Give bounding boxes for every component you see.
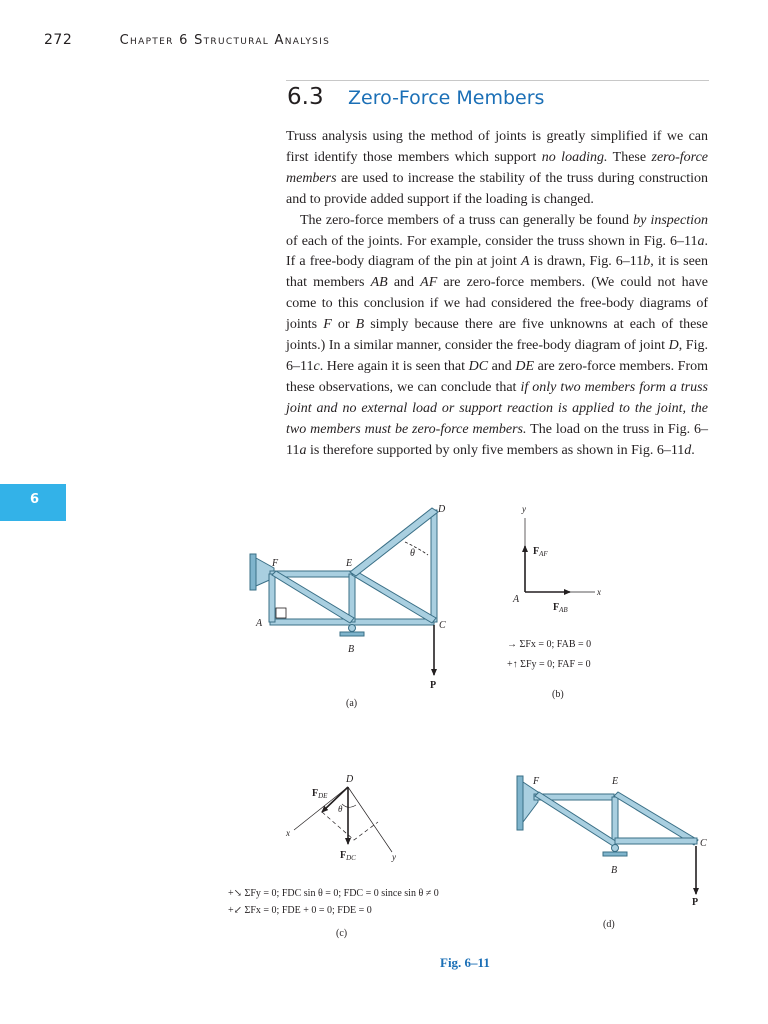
y-label-c: y	[392, 852, 396, 862]
truss-d	[517, 776, 707, 930]
chapter-tab-number: 6	[30, 492, 40, 507]
figure-label-a: (a)	[346, 698, 358, 709]
truss-a	[250, 504, 446, 709]
running-title: Chapter 6 Structural Analysis	[119, 33, 331, 48]
label-f-a: F	[272, 558, 279, 569]
member-bc-d	[615, 838, 697, 844]
label-f-d: F	[533, 776, 540, 787]
equation-c-2: +↙ ΣFx = 0; FDE + 0 = 0; FDE = 0	[228, 905, 372, 916]
angle-theta-a: θ	[410, 548, 415, 559]
label-a-a: A	[256, 618, 263, 629]
angle-arc-a	[405, 542, 428, 555]
wall-a	[250, 554, 256, 590]
equation-b-1: → ΣFx = 0; FAB = 0	[507, 639, 592, 650]
load-p-d: P	[692, 897, 699, 908]
label-e-a: E	[346, 558, 353, 569]
ground-b	[340, 632, 364, 636]
member-ec	[352, 571, 436, 623]
label-c-d: C	[700, 838, 707, 849]
ground-b-d	[603, 852, 627, 856]
joint-a-b: A	[513, 594, 520, 605]
figure-label-d: (d)	[603, 919, 615, 930]
force-de-label: $F_{DE}$	[312, 788, 328, 800]
figure-caption: Fig. 6–11	[440, 955, 490, 970]
angle-theta-c: θ	[338, 804, 343, 814]
force-af-label: $F_{AF}$	[533, 546, 548, 558]
angle-arc-c	[342, 804, 356, 807]
figure-label-c: (c)	[336, 928, 348, 939]
pin-support-f-d	[523, 782, 538, 822]
force-dc-label: $F_{DC}$	[340, 850, 356, 862]
dashed-components-c	[322, 812, 378, 840]
member-eb	[349, 574, 355, 622]
section-title: Zero-Force Members	[348, 87, 545, 109]
member-dc	[431, 510, 437, 622]
x-label-b: x	[597, 587, 601, 597]
page-number: 272	[44, 32, 73, 48]
member-eb-d	[612, 797, 618, 844]
label-e-d: E	[612, 776, 619, 787]
member-af	[269, 574, 275, 622]
label-c-a: C	[439, 620, 446, 631]
paragraph-2: The zero-force members of a truss can generally be found by inspection of each of the joints. For example, consider the truss shown in Fig. 6–11a. If a free-body diagram of the pin at joint A is drawn, Fig. 6–11b, it is seen that members AB and AF are zero-force members. (We could not have come to this conclusion if we had considered the free-body diagrams of joints F or B simply because there are five unknowns at each of these joints.) In a similar manner, consider the free-body diagram of joint D, Fig. 6–11c. Here again it is seen that DC and DE are zero-force members. From these observations, we can conclude that if only two members form a truss joint and no external load or support reaction is applied to the joint, the two members must be zero-force members. The load on the truss in Fig. 6–11a is therefore supported by only five members as shown in Fig. 6–11d.	[286, 212, 708, 458]
paragraph-1: Truss analysis using the method of joints is greatly simplified if we can first identify those members which support no loading. These zero-force members are used to increase the stability of the truss during construction and to provide added support if the loading is changed.	[286, 129, 708, 207]
label-b-a: B	[348, 644, 355, 655]
roller-b-d	[612, 845, 619, 852]
force-ab-label: $F_{AB}$	[553, 602, 568, 614]
joint-d-c: D	[346, 774, 354, 785]
load-p-a: P	[430, 680, 437, 691]
member-line-c	[348, 787, 392, 852]
label-d-a: D	[438, 504, 446, 515]
equation-b-2: +↑ ΣFy = 0; FAF = 0	[507, 659, 591, 670]
fbd-b	[507, 504, 601, 700]
fbd-c	[228, 774, 439, 939]
figure-label-b: (b)	[552, 689, 564, 700]
member-ed	[350, 508, 438, 576]
right-angle-mark	[276, 608, 286, 618]
roller-b	[349, 625, 356, 632]
member-ec-d	[614, 792, 698, 845]
label-b-d: B	[611, 865, 618, 876]
equation-c-1: +↘ ΣFy = 0; FDC sin θ = 0; FDC = 0 since sin θ ≠ 0	[228, 888, 439, 899]
member-fb	[272, 571, 354, 623]
wall-d	[517, 776, 523, 830]
y-label-b: y	[522, 504, 526, 514]
x-label-c: x	[286, 828, 290, 838]
section-number: 6.3	[287, 84, 324, 110]
